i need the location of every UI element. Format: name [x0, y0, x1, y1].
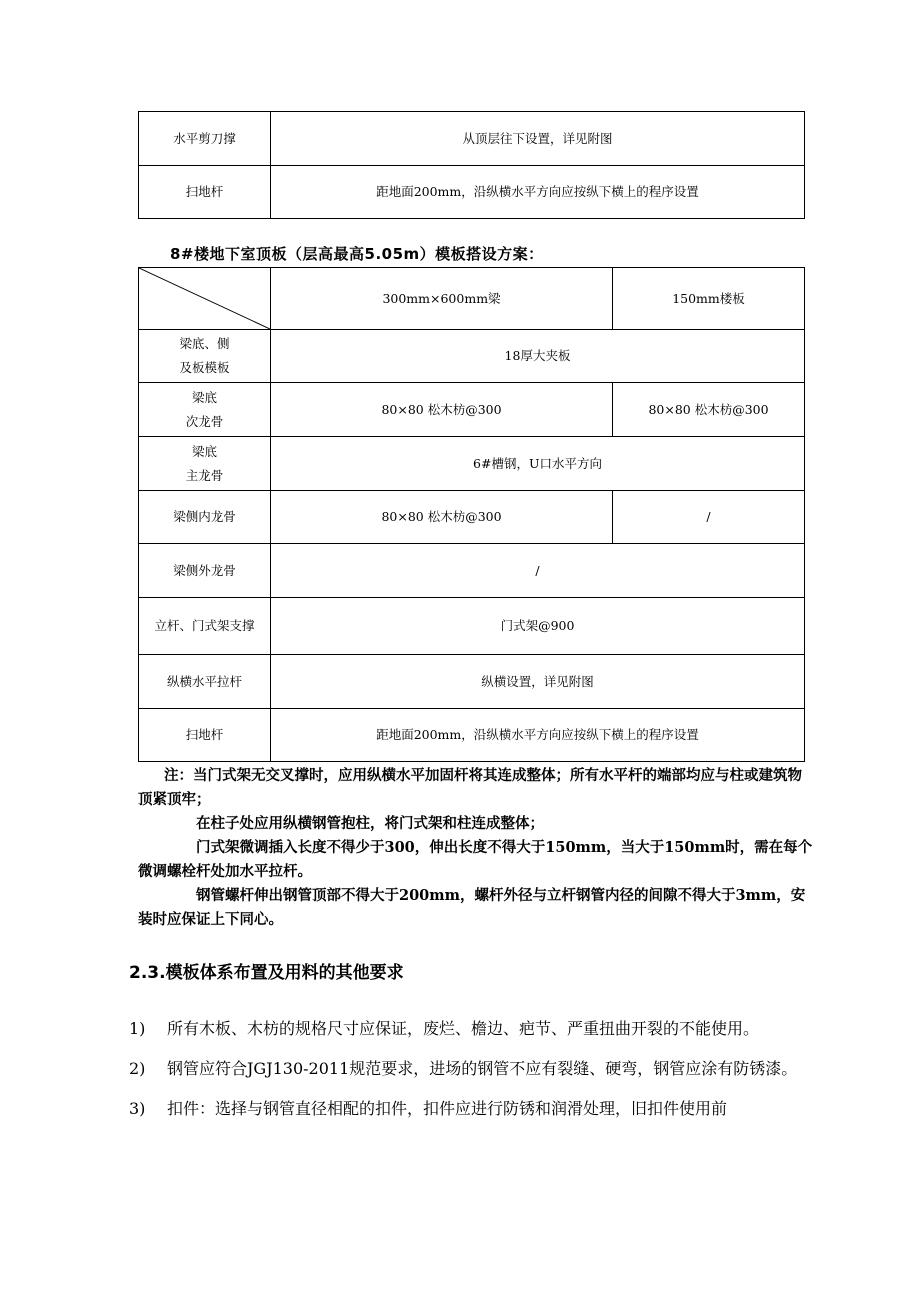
- list-item-text: 扣件：选择与钢管直径相配的扣件，扣件应进行防锈和润滑处理，旧扣件使用前: [167, 1099, 728, 1118]
- row-label: 纵横水平拉杆: [139, 655, 271, 709]
- table-row: [139, 330, 805, 383]
- diagonal-header-cell: [139, 268, 271, 330]
- table-row: [139, 491, 805, 544]
- top-table: [138, 111, 805, 219]
- row-label: 梁侧外龙骨: [139, 544, 271, 598]
- row-label: 立杆、门式架支撑: [139, 598, 271, 655]
- table-row: [139, 598, 805, 655]
- table-row: [139, 437, 805, 491]
- section-heading: 2.3.模板体系布置及用料的其他要求: [129, 963, 404, 983]
- note-paragraph: 钢管螺杆伸出钢管顶部不得大于200mm，螺杆外径与立杆钢管内径的间隙不得大于3mm，安装时应保证上下同心。: [138, 887, 806, 928]
- list-item-text: 所有木板、木枋的规格尺寸应保证，废烂、檐边、疤节、严重扭曲开裂的不能使用。: [167, 1019, 760, 1038]
- row-value: 6#槽钢，U口水平方向: [271, 437, 805, 491]
- list-item: [129, 1092, 812, 1126]
- table-caption: 8#楼地下室顶板（层高最高5.05m）模板搭设方案：: [170, 245, 544, 263]
- list-item-number: 3): [129, 1099, 146, 1118]
- requirements-list: [129, 1012, 812, 1132]
- table-row: [139, 383, 805, 437]
- row-label: 扫地杆: [139, 709, 271, 762]
- note-paragraph: 注：当门式架无交叉撑时，应用纵横水平加固杆将其连成整体；所有水平杆的端部均应与柱或建筑物顶紧顶牢；: [138, 767, 802, 808]
- row-label: 梁底、侧 及板模板: [139, 330, 271, 383]
- row-label: 水平剪刀撑: [139, 112, 271, 166]
- row-value-slab: 80×80 松木枋@300: [613, 383, 805, 437]
- row-value-beam: 80×80 松木枋@300: [271, 383, 613, 437]
- notes-block: [138, 764, 814, 932]
- table-row: [139, 112, 805, 166]
- list-item: [129, 1052, 812, 1086]
- row-label: 梁底 次龙骨: [139, 383, 271, 437]
- note-paragraph: 在柱子处应用纵横钢管抱柱，将门式架和柱连成整体；: [196, 815, 544, 832]
- row-value-beam: 80×80 松木枋@300: [271, 491, 613, 544]
- formwork-table: [138, 267, 805, 762]
- row-value: 从顶层往下设置，详见附图: [271, 112, 805, 166]
- row-label: 扫地杆: [139, 166, 271, 219]
- row-label: 梁底 主龙骨: [139, 437, 271, 491]
- list-item: [129, 1012, 812, 1046]
- table-row: [139, 655, 805, 709]
- row-value: 距地面200mm，沿纵横水平方向应按纵下横上的程序设置: [271, 709, 805, 762]
- row-value: 纵横设置，详见附图: [271, 655, 805, 709]
- header-row: [139, 268, 805, 330]
- list-item-number: 2): [129, 1059, 146, 1078]
- note-paragraph: 门式架微调插入长度不得少于300，伸出长度不得大于150mm，当大于150mm时，需在每个微调螺栓杆处加水平拉杆。: [138, 839, 813, 880]
- table-row: [139, 709, 805, 762]
- table-row: [139, 166, 805, 219]
- list-item-text: 钢管应符合JGJ130-2011规范要求，进场的钢管不应有裂缝、硬弯，钢管应涂有防锈漆。: [167, 1059, 798, 1078]
- diagonal-line: [139, 268, 270, 329]
- table-row: [139, 544, 805, 598]
- list-item-number: 1): [129, 1019, 146, 1038]
- header-beam: 300mm×600mm梁: [271, 268, 613, 330]
- row-value: /: [271, 544, 805, 598]
- row-value-slab: /: [613, 491, 805, 544]
- row-label: 梁侧内龙骨: [139, 491, 271, 544]
- header-slab: 150mm楼板: [613, 268, 805, 330]
- row-value: 距地面200mm，沿纵横水平方向应按纵下横上的程序设置: [271, 166, 805, 219]
- row-value: 门式架@900: [271, 598, 805, 655]
- row-value: 18厚大夹板: [271, 330, 805, 383]
